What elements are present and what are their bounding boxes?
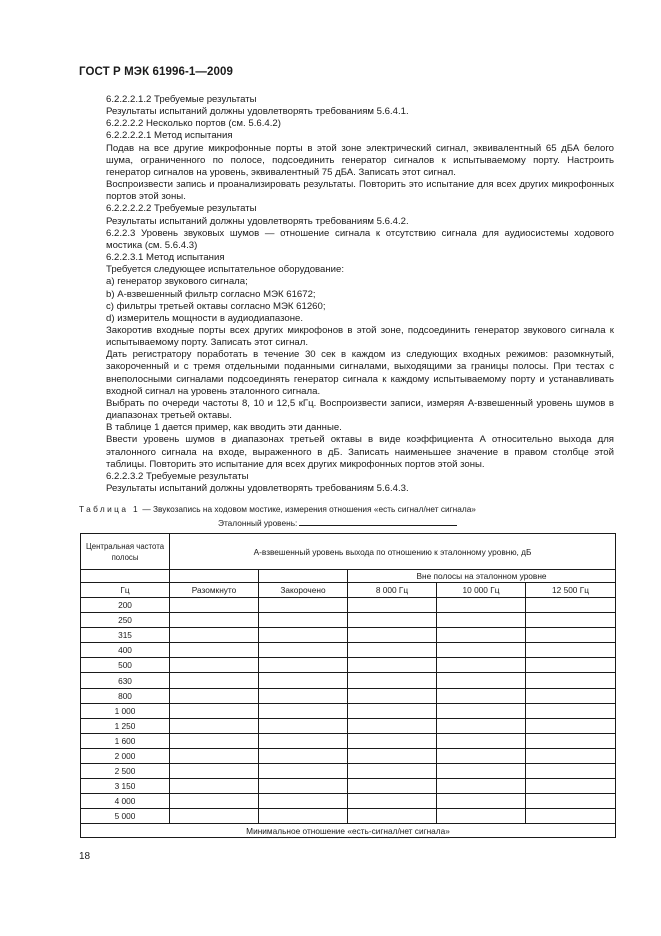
paragraph: Воспроизвести запись и проанализировать результаты. Повторить это испытание для всех других микрофонных портов этой зоны. (106, 179, 614, 203)
paragraph: b) А-взвешенный фильтр согласно МЭК 61672; (106, 288, 316, 300)
frequency-cell: 1 250 (81, 718, 170, 733)
empty-entry-cell (170, 718, 259, 733)
empty-entry-cell (348, 748, 437, 763)
frequency-cell: 250 (81, 613, 170, 628)
empty-entry-cell (259, 764, 348, 779)
unit-cell: 12 500 Гц (526, 583, 616, 598)
paragraph: d) измеритель мощности в аудиодиапазоне. (106, 312, 304, 324)
empty-entry-cell (259, 628, 348, 643)
empty-entry-cell (259, 718, 348, 733)
table-row (81, 794, 616, 809)
frequency-cell: 800 (81, 688, 170, 703)
empty-entry-cell (259, 673, 348, 688)
col-header-frequency: Центральная частота полосы (81, 534, 170, 570)
table-row (81, 643, 616, 658)
empty-entry-cell (170, 779, 259, 794)
empty-entry-cell (526, 643, 616, 658)
empty-entry-cell (170, 673, 259, 688)
empty-entry-cell (348, 794, 437, 809)
frequency-cell: 3 150 (81, 779, 170, 794)
empty-entry-cell (348, 643, 437, 658)
empty-entry-cell (348, 733, 437, 748)
measurement-table (80, 533, 616, 838)
empty-entry-cell (526, 688, 616, 703)
empty-entry-cell (437, 658, 526, 673)
table-row (81, 598, 616, 613)
empty-entry-cell (348, 613, 437, 628)
paragraph: Результаты испытаний должны удовлетворять требованиям 5.6.4.2. (106, 215, 409, 227)
frequency-cell: 400 (81, 643, 170, 658)
col-header-out-of-band: Вне полосы на эталонном уровне (348, 570, 616, 583)
empty-entry-cell (170, 613, 259, 628)
table-row (81, 733, 616, 748)
empty-entry-cell (348, 718, 437, 733)
paragraph: Подав на все другие микрофонные порты в этой зоне электрический сигнал, эквивалентный 65 дБА белого шума, ограниченного по полосе, подсоединить генератор сигналов к испытываемому порту. Настроить генератор сигналов на уровень, эквивалентный 75 дБА. Записать этот сигнал. (106, 142, 614, 178)
table-header-row (81, 534, 616, 570)
empty-entry-cell (170, 748, 259, 763)
empty-entry-cell (437, 764, 526, 779)
empty-entry-cell (437, 794, 526, 809)
empty-entry-cell (526, 673, 616, 688)
frequency-cell: 315 (81, 628, 170, 643)
empty-entry-cell (437, 733, 526, 748)
table-row (81, 673, 616, 688)
paragraph: 6.2.2.3.2 Требуемые результаты (106, 470, 249, 482)
empty-entry-cell (259, 733, 348, 748)
table-caption (79, 504, 619, 515)
empty-entry-cell (259, 688, 348, 703)
empty-entry-cell (170, 658, 259, 673)
paragraph: 6.2.2.2.1.2 Требуемые результаты (106, 94, 257, 105)
empty-entry-cell (437, 613, 526, 628)
unit-cell: 8 000 Гц (348, 583, 437, 598)
empty-entry-cell (437, 809, 526, 824)
empty-entry-cell (526, 598, 616, 613)
header-empty-cell (81, 570, 170, 583)
body-text (79, 94, 614, 495)
paragraph: Дать регистратору поработать в течение 30 сек в каждом из следующих входных режимов: разомкнутый, закороченный и с тремя отдельными поданными сигналами, выходящими за границы полосы. При тестах с внеполосными сигналами подсоединять генератор сигнала к каждому испытываемому порту и устанавливать входной сигнал на уровень эталонного сигнала. (106, 349, 614, 397)
unit-cell: Разомкнуто (170, 583, 259, 598)
unit-cell: Закорочено (259, 583, 348, 598)
empty-entry-cell (437, 673, 526, 688)
paragraph: 6.2.2.2.2.2 Требуемые результаты (106, 203, 257, 215)
empty-entry-cell (259, 643, 348, 658)
table-row (81, 688, 616, 703)
empty-entry-cell (259, 598, 348, 613)
empty-entry-cell (170, 643, 259, 658)
table-row (81, 628, 616, 643)
empty-entry-cell (348, 673, 437, 688)
frequency-cell: 1 000 (81, 703, 170, 718)
empty-entry-cell (259, 703, 348, 718)
table-subheader-row (81, 570, 616, 583)
table-row (81, 703, 616, 718)
empty-entry-cell (526, 718, 616, 733)
frequency-cell: 2 500 (81, 764, 170, 779)
paragraph: 6.2.2.2.2 Несколько портов (см. 5.6.4.2) (106, 118, 281, 130)
empty-entry-cell (348, 779, 437, 794)
empty-entry-cell (437, 628, 526, 643)
empty-entry-cell (170, 733, 259, 748)
empty-entry-cell (259, 779, 348, 794)
frequency-cell: 630 (81, 673, 170, 688)
col-header-level: А-взвешенный уровень выхода по отношению к эталонному уровню, дБ (170, 534, 616, 570)
empty-entry-cell (526, 658, 616, 673)
empty-entry-cell (348, 764, 437, 779)
empty-entry-cell (526, 809, 616, 824)
page-number: 18 (79, 851, 91, 862)
empty-entry-cell (348, 809, 437, 824)
table-row (81, 658, 616, 673)
table-row (81, 718, 616, 733)
empty-entry-cell (348, 688, 437, 703)
table-footer-row (81, 824, 616, 838)
frequency-cell: 1 600 (81, 733, 170, 748)
reference-level-blank (299, 517, 457, 526)
empty-entry-cell (526, 628, 616, 643)
paragraph: c) фильтры третьей октавы согласно МЭК 61260; (106, 300, 326, 312)
table-footer: Минимальное отношение «есть-сигнал/нет сигнала» (81, 824, 616, 838)
empty-entry-cell (348, 598, 437, 613)
header-empty-cell (170, 570, 259, 583)
paragraph: Требуется следующее испытательное оборудование: (106, 264, 345, 276)
table-unit-row (81, 583, 616, 598)
paragraph: Ввести уровень шумов в диапазонах третьей октавы в виде коэффициента А относительно выхода для эталонного сигнала на входе, выраженного в дБ. Записать наименьшее значение в правом столбце этой таблицы. Повторить это испытание для всех других микрофонных портов этой зоны. (106, 434, 614, 470)
empty-entry-cell (170, 809, 259, 824)
paragraph: a) генератор звукового сигнала; (106, 276, 248, 288)
empty-entry-cell (437, 598, 526, 613)
frequency-cell: 200 (81, 598, 170, 613)
paragraph: Закоротив входные порты всех других микрофонов в этой зоне, подсоединить генератор звукового сигнала к испытываемому порту. Записать этот сигнал. (106, 324, 614, 349)
table-row (81, 764, 616, 779)
empty-entry-cell (348, 628, 437, 643)
empty-entry-cell (170, 598, 259, 613)
empty-entry-cell (437, 718, 526, 733)
paragraph: 6.2.2.3 Уровень звуковых шумов — отношение сигнала к отсутствию сигнала для аудиосистемы ходового мостика (см. 5.6.4.3) (106, 227, 614, 251)
empty-entry-cell (526, 794, 616, 809)
frequency-cell: 2 000 (81, 748, 170, 763)
empty-entry-cell (526, 733, 616, 748)
header-empty-cell (259, 570, 348, 583)
empty-entry-cell (526, 613, 616, 628)
empty-entry-cell (170, 764, 259, 779)
paragraph: В таблице 1 дается пример, как вводить эти данные. (106, 422, 342, 434)
empty-entry-cell (526, 764, 616, 779)
empty-entry-cell (170, 628, 259, 643)
empty-entry-cell (259, 794, 348, 809)
table-caption-text: — Звукозапись на ходовом мостике, измерения отношения «есть сигнал/нет сигнала» (140, 504, 476, 514)
empty-entry-cell (526, 748, 616, 763)
empty-entry-cell (437, 779, 526, 794)
paragraph: Результаты испытаний должны удовлетворять требованиям 5.6.4.1. (106, 106, 409, 118)
empty-entry-cell (259, 613, 348, 628)
paragraph: Выбрать по очереди частоты 8, 10 и 12,5 кГц. Воспроизвести записи, измеряя А-взвешенный уровень шумов в диапазонах третьей октавы. (106, 397, 614, 422)
document-header: ГОСТ Р МЭК 61996-1—2009 (79, 66, 233, 78)
paragraph: 6.2.2.2.2.1 Метод испытания (106, 130, 233, 142)
paragraph: Результаты испытаний должны удовлетворять требованиям 5.6.4.3. (106, 483, 409, 494)
empty-entry-cell (170, 794, 259, 809)
unit-cell: 10 000 Гц (437, 583, 526, 598)
table-caption-label: Таблица 1 (79, 504, 141, 514)
empty-entry-cell (437, 643, 526, 658)
empty-entry-cell (437, 688, 526, 703)
table-row (81, 809, 616, 824)
frequency-cell: 4 000 (81, 794, 170, 809)
frequency-cell: 5 000 (81, 809, 170, 824)
empty-entry-cell (348, 703, 437, 718)
table-row (81, 613, 616, 628)
empty-entry-cell (259, 658, 348, 673)
frequency-cell: 500 (81, 658, 170, 673)
reference-level-line (218, 517, 457, 528)
empty-entry-cell (170, 703, 259, 718)
empty-entry-cell (348, 658, 437, 673)
empty-entry-cell (437, 748, 526, 763)
empty-entry-cell (437, 703, 526, 718)
empty-entry-cell (526, 703, 616, 718)
table-row (81, 779, 616, 794)
empty-entry-cell (259, 809, 348, 824)
paragraph: 6.2.2.3.1 Метод испытания (106, 252, 225, 264)
empty-entry-cell (259, 748, 348, 763)
unit-cell: Гц (81, 583, 170, 598)
empty-entry-cell (170, 688, 259, 703)
table-row (81, 748, 616, 763)
empty-entry-cell (526, 779, 616, 794)
reference-level-label: Эталонный уровень: (218, 518, 298, 528)
